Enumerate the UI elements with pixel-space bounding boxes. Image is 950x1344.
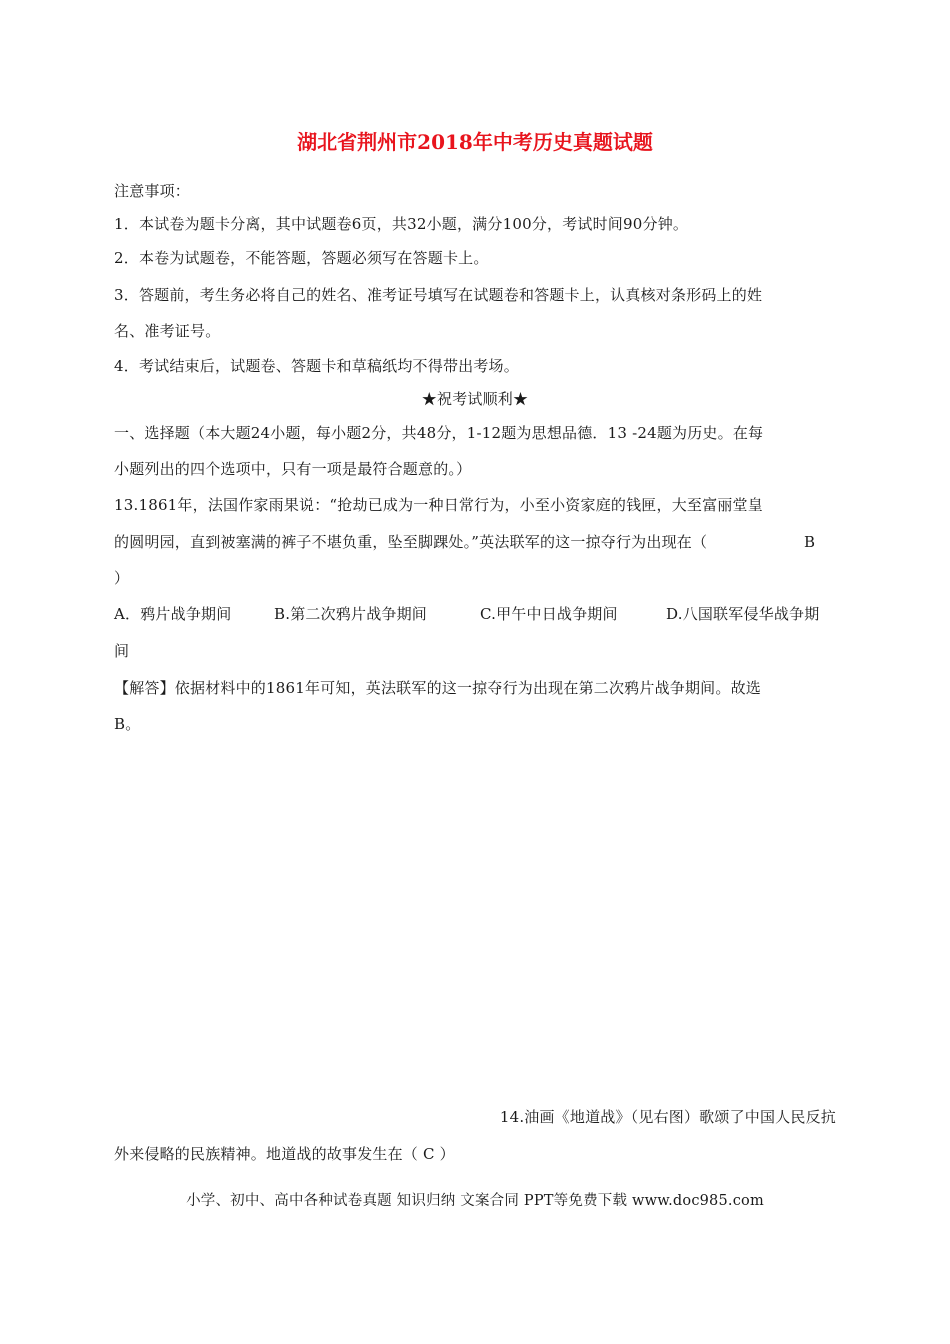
notice-item-1: 1．本试卷为题卡分离，其中试题卷6页，共32小题，满分100分，考试时间90分钟。 bbox=[114, 215, 689, 233]
notice-item-2: 2．本卷为试题卷，不能答题，答题必须写在答题卡上。 bbox=[114, 249, 489, 267]
page-title: 湖北省荆州市2018年中考历史真题试题 bbox=[297, 130, 653, 154]
question-14-line-2: 外来侵略的民族精神。地道战的故事发生在（ C ） bbox=[114, 1145, 455, 1163]
question-13-explanation-line-1: 【解答】依据材料中的1861年可知，英法联军的这一掠夺行为出现在第二次鸦片战争期间。故选 bbox=[114, 679, 761, 697]
question-13-option-b: B.第二次鸦片战争期间 bbox=[274, 605, 427, 623]
question-13-option-a: A．鸦片战争期间 bbox=[114, 605, 232, 623]
blessing-text: ★祝考试顺利★ bbox=[421, 390, 529, 408]
notice-item-4: 4．考试结束后，试题卷、答题卡和草稿纸均不得带出考场。 bbox=[114, 357, 519, 375]
question-13-answer: B bbox=[804, 533, 816, 551]
question-13-explanation-line-2: B。 bbox=[114, 715, 141, 733]
question-13-line-2: 的圆明园，直到被塞满的裤子不堪负重，坠至脚踝处。”英法联军的这一掠夺行为出现在（ bbox=[114, 533, 708, 551]
question-14-line-1: 14.油画《地道战》（见右图）歌颂了中国人民反抗 bbox=[499, 1108, 836, 1126]
notice-item-3: 3．答题前，考生务必将自己的姓名、准考证号填写在试题卷和答题卡上，认真核对条形码上的姓 bbox=[114, 286, 763, 304]
question-13-close: ） bbox=[114, 569, 130, 587]
question-13-option-d: D.八国联军侵华战争期 bbox=[666, 605, 820, 623]
notice-item-3-cont: 名、准考证号。 bbox=[114, 322, 221, 340]
question-13-option-c: C.甲午中日战争期间 bbox=[480, 605, 618, 623]
notice-heading: 注意事项： bbox=[114, 182, 191, 200]
question-13-line-1: 13.1861年，法国作家雨果说：“抢劫已成为一种日常行为，小至小资家庭的钱匣，大至富丽堂皇 bbox=[114, 496, 763, 514]
page-footer: 小学、初中、高中各种试卷真题 知识归纳 文案合同 PPT等免费下载 www.doc985.com bbox=[186, 1193, 764, 1209]
section-intro-line-2: 小题列出的四个选项中，只有一项是最符合题意的。） bbox=[114, 460, 472, 478]
question-13-option-d-wrap: 间 bbox=[114, 642, 130, 660]
section-intro-line-1: 一、选择题（本大题24小题，每小题2分，共48分，1-12题为思想品德．13 -24题为历史。在每 bbox=[114, 424, 764, 442]
